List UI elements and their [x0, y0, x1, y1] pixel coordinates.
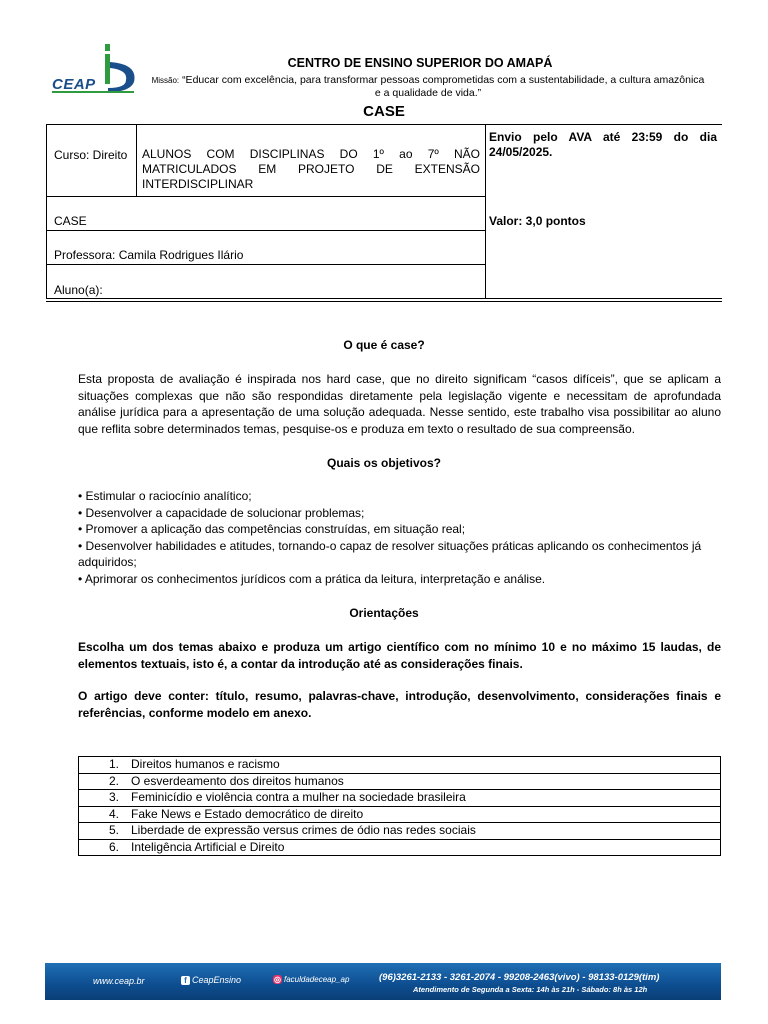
facebook-handle: CeapEnsino: [192, 975, 242, 985]
deadline-line-1: Envio pelo AVA até 23:59 do dia: [489, 130, 717, 144]
course-line-3: INTERDISCIPLINAR: [142, 177, 254, 191]
footer-website[interactable]: www.ceap.br: [93, 976, 145, 986]
objective-item: • Desenvolver a capacidade de solucionar problemas;: [78, 505, 365, 520]
footer-phones: (96)3261-2133 - 3261-2074 - 99208-2463(vivo) - 98133-0129(tim): [379, 972, 660, 983]
student-field: Aluno(a):: [54, 283, 103, 297]
what-is-case-heading: O que é case?: [343, 338, 425, 352]
grade-value: Valor: 3,0 pontos: [489, 214, 586, 228]
guidance-paragraph-1: Escolha um dos temas abaixo e produza um artigo científico com no mínimo 10 e no máximo 15 laudas, de elementos textuais, isto é, a contar da introdução até as considerações finais.: [78, 640, 721, 671]
course-description: [142, 147, 480, 192]
footer-facebook[interactable]: [181, 975, 241, 985]
instagram-icon: ◎: [274, 975, 281, 985]
topic-number: 3.: [108, 790, 119, 805]
guidance-heading: Orientações: [349, 606, 419, 620]
topic-number: 4.: [108, 806, 119, 821]
teacher-name: Professora: Camila Rodrigues Ilário: [54, 248, 244, 262]
table-row: [79, 757, 721, 774]
objectives-list: [78, 488, 721, 587]
table-row: [79, 839, 721, 856]
objective-item: • Estimular o raciocínio analítico;: [78, 489, 252, 503]
topic-cell: [79, 773, 721, 790]
topic-number: 1.: [108, 757, 119, 772]
objective-item: • Aprimorar os conhecimentos jurídicos com a prática da leitura, interpretação e análise.: [78, 571, 546, 586]
objective-item: • Promover a aplicação das competências construídas, em situação real;: [78, 522, 466, 536]
objective-item: • Desenvolver habilidades e atitudes, tornando-o capaz de resolver situações práticas aplicando os conhecimentos já adquiridos;: [78, 538, 702, 569]
info-table: [46, 124, 722, 302]
logo-text: CEAP: [52, 76, 96, 93]
topic-text: Direitos humanos e racismo: [131, 757, 280, 772]
guidance-paragraph-2: O artigo deve conter: título, resumo, palavras-chave, introdução, desenvolvimento, considerações finais e referências, conforme modelo em anexo.: [78, 689, 721, 720]
table-row: [79, 790, 721, 807]
table-row: [79, 806, 721, 823]
course-line-2: MATRICULADOS EM PROJETO DE EXTENSÃO: [142, 162, 480, 176]
footer-instagram[interactable]: [273, 975, 349, 984]
table-row: [79, 823, 721, 840]
topic-text: Feminicídio e violência contra a mulher na sociedade brasileira: [131, 790, 466, 805]
topic-text: O esverdeamento dos direitos humanos: [131, 773, 344, 788]
instagram-handle: faculdadeceap_ap: [284, 975, 350, 984]
footer-banner: [45, 963, 721, 1000]
topic-text: Inteligência Artificial e Direito: [131, 839, 285, 854]
mission-line-2: e a qualidade de vida.”: [374, 87, 482, 99]
topic-cell: [79, 806, 721, 823]
topic-text: Liberdade de expressão versus crimes de ódio nas redes sociais: [131, 823, 476, 838]
course-label: Curso: Direito: [54, 148, 128, 162]
institution-name: CENTRO DE ENSINO SUPERIOR DO AMAPÁ: [287, 56, 553, 70]
topic-cell: [79, 839, 721, 856]
table-row: [79, 773, 721, 790]
objectives-heading: Quais os objetivos?: [326, 456, 442, 470]
topic-number: 2.: [108, 773, 119, 788]
facebook-icon: f: [181, 976, 190, 985]
mission-label: Missão:: [151, 76, 180, 85]
mission-line-1: “Educar com excelência, para transformar pessoas comprometidas com a sustentabilidade, a cultura amazônica: [182, 74, 705, 86]
topic-cell: [79, 757, 721, 774]
case-label: CASE: [54, 214, 87, 228]
topic-cell: [79, 823, 721, 840]
deadline: [489, 130, 717, 160]
topic-number: 6.: [108, 839, 119, 854]
document-title: CASE: [363, 103, 405, 120]
topics-table: [78, 756, 721, 856]
deadline-line-2: 24/05/2025.: [489, 145, 553, 159]
topic-number: 5.: [108, 823, 119, 838]
topic-cell: [79, 790, 721, 807]
course-line-1: ALUNOS COM DISCIPLINAS DO 1º ao 7º NÃO: [142, 147, 480, 161]
footer-hours: Atendimento de Segunda a Sexta: 14h às 21h - Sábado: 8h às 12h: [413, 985, 648, 994]
what-is-case-text: Esta proposta de avaliação é inspirada nos hard case, que no direito significam “casos difíceis”, que se aplicam a situações complexas que não são respondidas diretamente pela legislação vigente e necessitam de aprofundada análise jurídica para a apresentação de uma solução adequada. Nesse sentido, este trabalho visa possibilitar ao aluno que reflita sobre determinados temas, pesquise-os e produza em texto o resultado de sua compreensão.: [78, 372, 721, 436]
mission-statement: [148, 74, 708, 100]
topic-text: Fake News e Estado democrático de direito: [131, 806, 364, 821]
